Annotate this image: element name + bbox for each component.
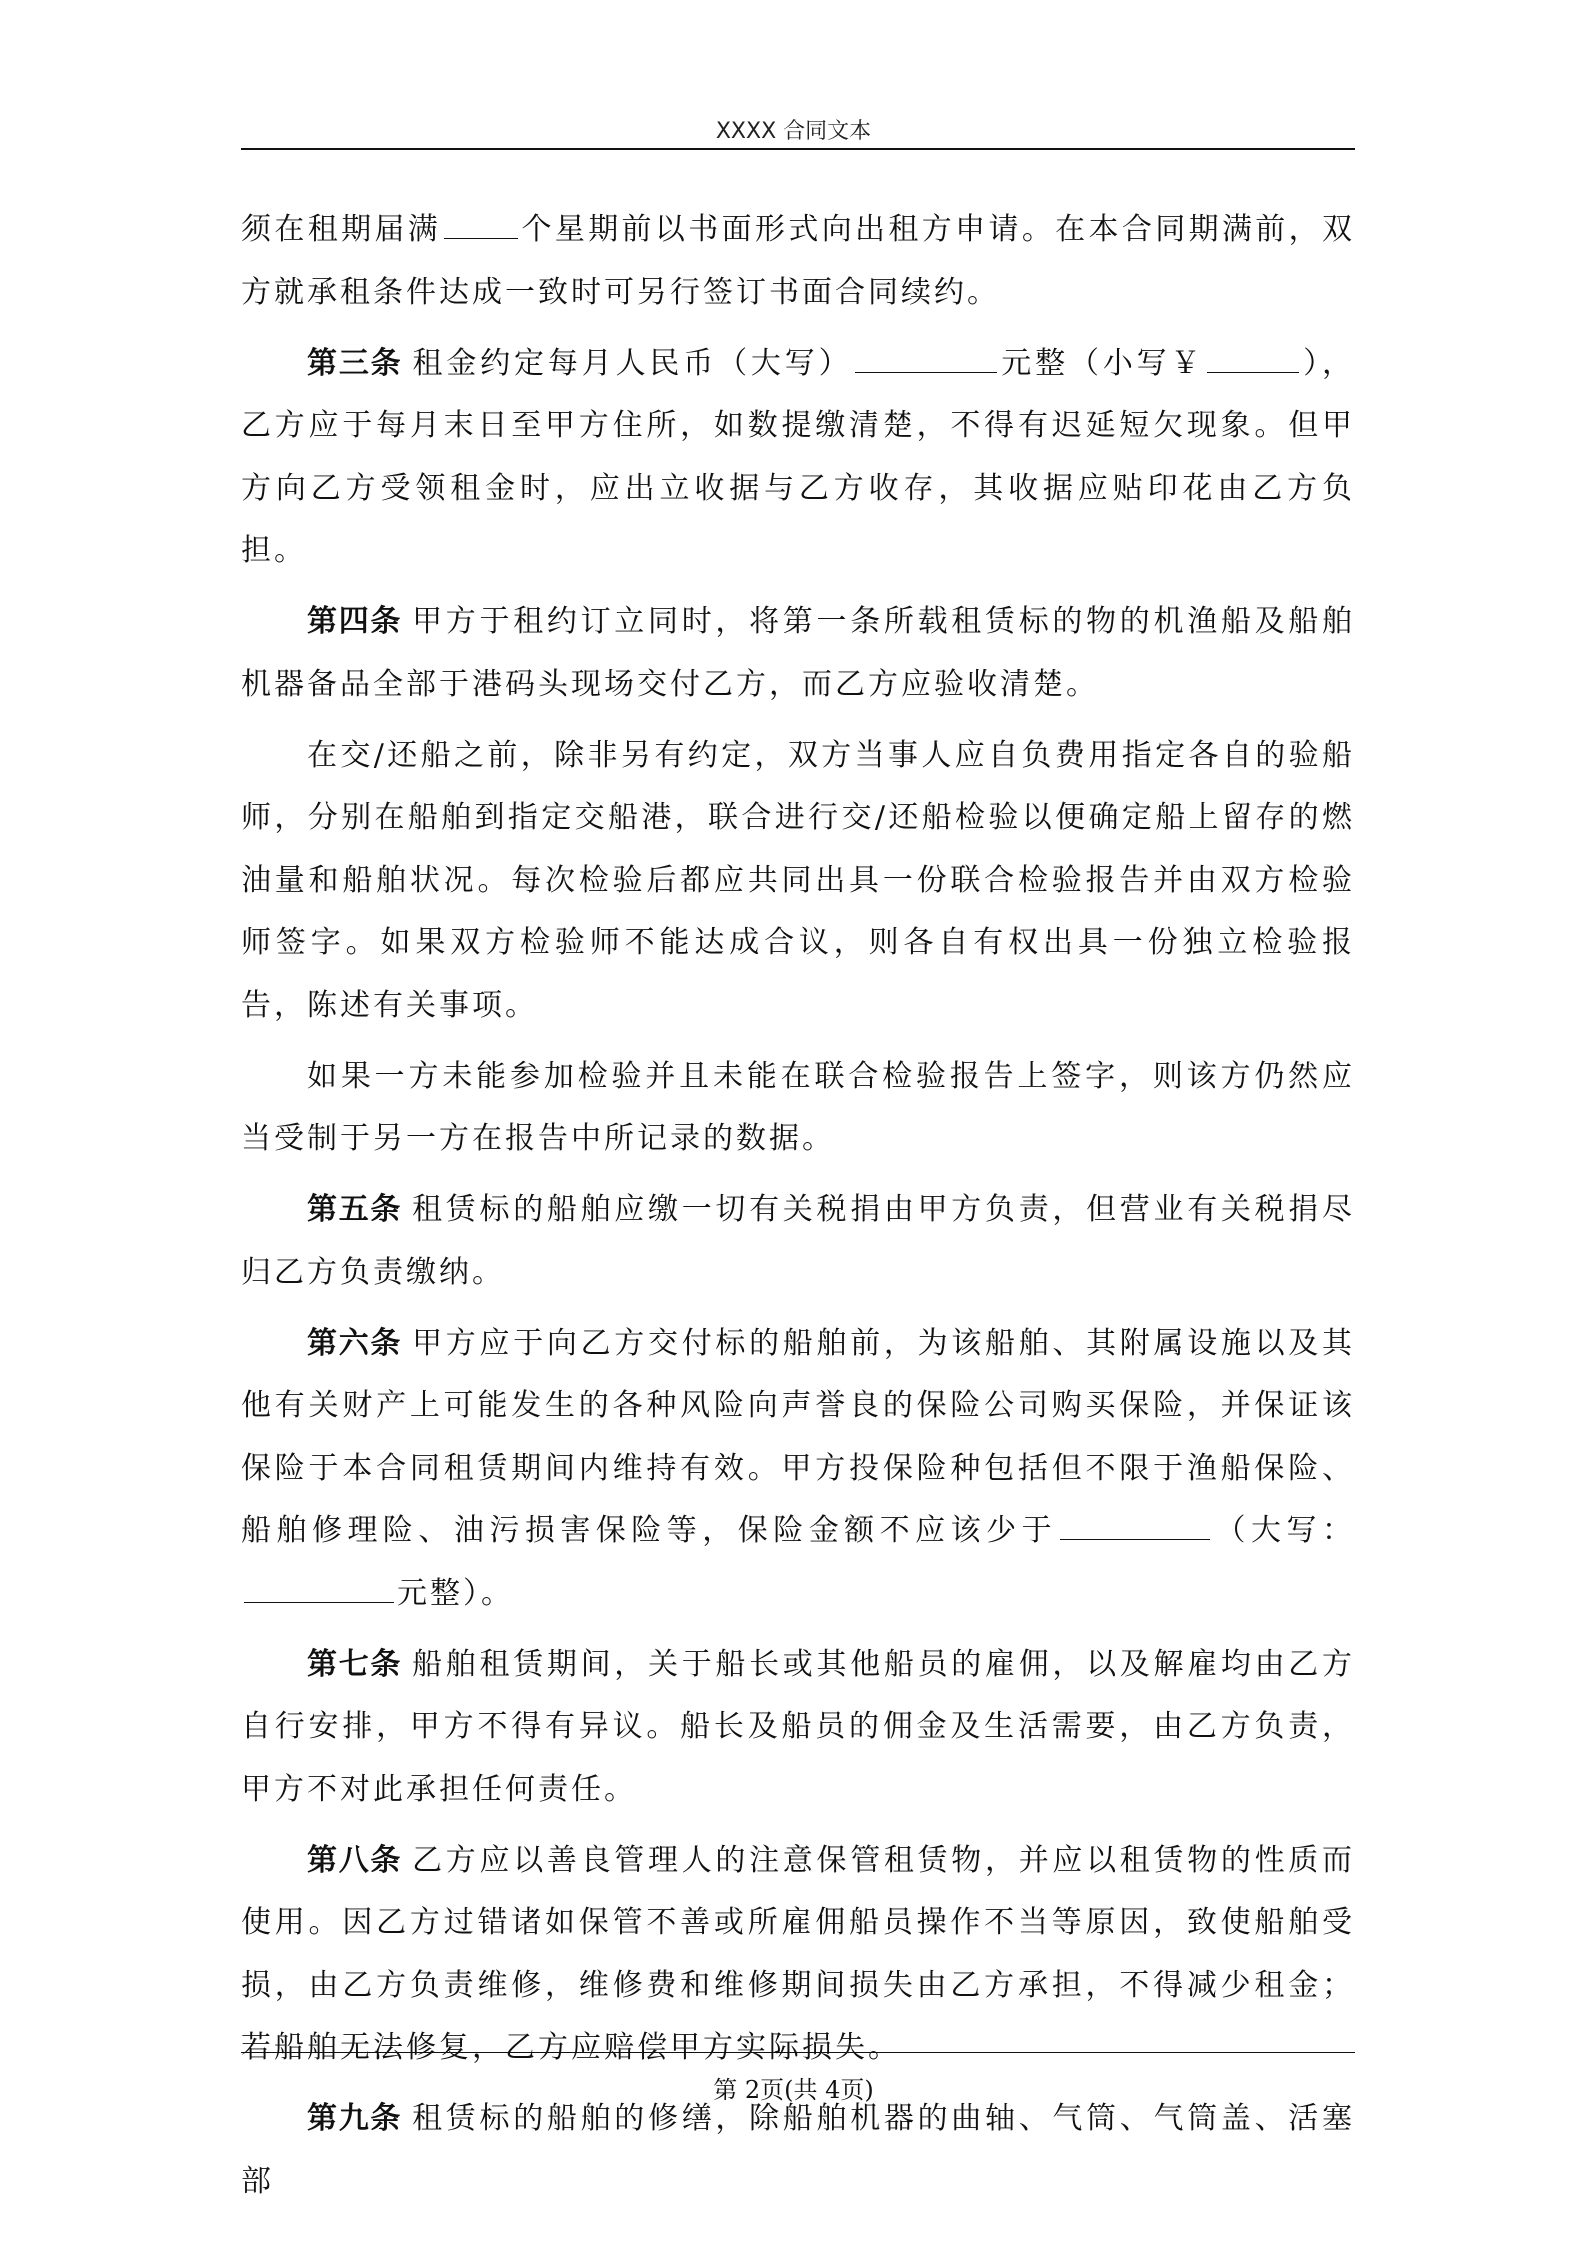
paragraph-text: 甲方于租约订立同时，将第一条所载租赁标的物的机渔船及船舶机器备品全部于港码头现场交付乙方，而乙方应验收清楚。 <box>241 604 1356 702</box>
document-body <box>241 199 1355 2222</box>
article-heading: 第九条 <box>307 2101 403 2136</box>
paragraph-text: 甲方应于向乙方交付标的船舶前，为该船舶、其附属设施以及其他有关财产上可能发生的各种风险向声誉良的保险公司购买保险，并保证该保险于本合同租赁期间内维持有效。甲方投保险种包括但不限于渔船保险、船舶修理险、油污损害保险等，保险金额不应该少于 <box>241 1325 1356 1548</box>
paragraph-continuation <box>241 199 1355 324</box>
article-heading: 第五条 <box>307 1192 403 1227</box>
article-3-paragraph <box>241 333 1355 583</box>
paragraph-text: 租金约定每月人民币（大写） <box>412 345 853 381</box>
paragraph-text: 乙方应以善良管理人的注意保管租赁物，并应以租赁物的性质而使用。因乙方过错诸如保管不善或所雇佣船员操作不当等原因，致使船舶受损，由乙方负责维修，维修费和维修期间损失由乙方承担，不得减少租金；若船舶无法修复，乙方应赔偿甲方实际损失。 <box>241 1842 1356 2065</box>
paragraph-text: 个星期前以书面形式向出租方申请。在本合同期满前，双方就承租条件达成一致时可另行签订书面合同续约。 <box>241 212 1356 310</box>
paragraph-text: 如果一方未能参加检验并且未能在联合检验报告上签字，则该方仍然应当受制于另一方在报告中所记录的数据。 <box>241 1058 1355 1156</box>
paragraph-text: 在交/还船之前，除非另有约定，双方当事人应自负费用指定各自的验船师，分别在船舶到指定交船港，联合进行交/还船检验以便确定船上留存的燃油量和船舶状况。每次检验后都应共同出具一份联合检验报告并由双方检验师签字。如果双方检验师不能达成合议，则各自有权出具一份独立检验报告，陈述有关事项。 <box>241 737 1355 1023</box>
paragraph-text: 船舶租赁期间，关于船长或其他船员的雇佣，以及解雇均由乙方自行安排，甲方不得有异议。船长及船员的佣金及生活需要，由乙方负责，甲方不对此承担任何责任。 <box>241 1646 1356 1807</box>
paragraph-text: ），乙方应于每月末日至甲方住所，如数提缴清楚，不得有迟延短欠现象。但甲方向乙方受领租金时，应出立收据与乙方收存，其收据应贴印花由乙方负担。 <box>241 345 1356 568</box>
article-8-paragraph <box>241 1830 1355 2080</box>
article-4-paragraph <box>241 591 1355 716</box>
fill-blank-rent-figures <box>1207 346 1299 373</box>
inspection-absence-paragraph <box>241 1046 1355 1171</box>
header-divider <box>241 148 1355 150</box>
article-heading: 第四条 <box>307 604 403 639</box>
paragraph-text: 须在租期届满 <box>241 212 442 247</box>
article-heading: 第七条 <box>307 1646 403 1682</box>
fill-blank-insured-amount <box>1060 1513 1210 1540</box>
paragraph-text: 租赁标的船舶的修缮，除船舶机器的曲轴、气筒、气筒盖、活塞部 <box>241 2101 1356 2199</box>
article-6-paragraph <box>241 1313 1355 1626</box>
fill-blank-rent-words <box>855 346 997 373</box>
page-number: 第 2页(共 4页) <box>713 2076 874 2104</box>
page-header-title: XXXX 合同文本 <box>715 119 872 144</box>
article-5-paragraph <box>241 1179 1355 1304</box>
paragraph-text: 元整）。 <box>397 1575 514 1611</box>
article-heading: 第三条 <box>307 345 403 381</box>
article-7-paragraph <box>241 1634 1355 1822</box>
paragraph-text: 租赁标的船舶应缴一切有关税捐由甲方负责，但营业有关税捐尽归乙方负责缴纳。 <box>241 1192 1356 1290</box>
article-heading: 第六条 <box>307 1325 403 1361</box>
fill-blank-insured-amount-words <box>244 1576 394 1603</box>
fill-blank-weeks <box>444 212 518 239</box>
paragraph-text: 元整（小写￥ <box>1000 345 1205 381</box>
article-heading: 第八条 <box>307 1842 403 1878</box>
article-9-paragraph <box>241 2088 1355 2213</box>
inspection-paragraph <box>241 725 1355 1038</box>
paragraph-text: （大写： <box>1213 1513 1356 1548</box>
footer-divider <box>241 2052 1355 2053</box>
